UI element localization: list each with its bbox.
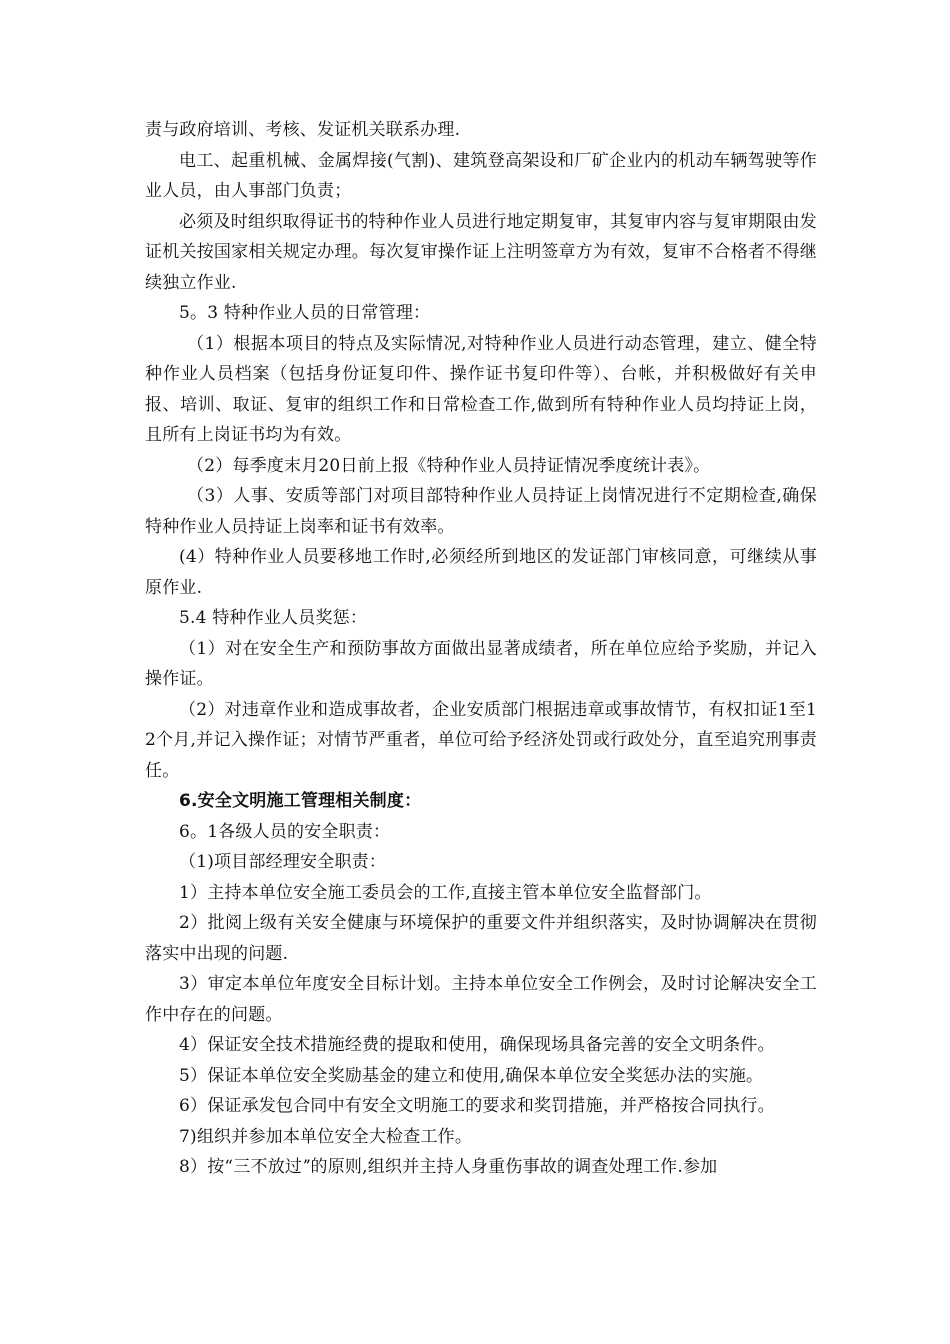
list-item: 8）按“三不放过ˮ的原则,组织并主持人身重伤事故的调查处理工作.参加 xyxy=(179,1157,718,1177)
list-item: （3）人事、安质等部门对项目部特种作业人员持证上岗情况进行不定期检查,确保特种作业人员持证上岗率和证书有效率。 xyxy=(145,486,817,537)
list-item: 1）主持本单位安全施工委员会的工作,直接主管本单位安全监督部门。 xyxy=(179,882,712,903)
list-item: （1）根据本项目的特点及实际情况,对特种作业人员进行动态管理，建立、健全特种作业人员档案（包括身份证复印件、操作证书复印件等）、台帐，并积极做好有关申报、培训、取证、复审的组织工作和日常检查工作,做到所有特种作业人员均持证上岗，且所有上岗证书均为有效。 xyxy=(145,333,817,445)
paragraph: 电工、起重机械、金属焊接(气割)、建筑登高架设和厂矿企业内的机动车辆驾驶等作业人员，由人事部门负责； xyxy=(145,150,817,201)
paragraph: 必须及时组织取得证书的特种作业人员进行地定期复审，其复审内容与复审期限由发证机关按国家相关规定办理。每次复审操作证上注明签章方为有效，复审不合格者不得继续独立作业. xyxy=(145,211,817,293)
list-item: 7)组织并参加本单位安全大检查工作。 xyxy=(179,1126,473,1147)
subsection-heading: （1)项目部经理安全职责： xyxy=(179,852,387,872)
document-body xyxy=(145,115,817,1183)
section-heading-6: 6.安全文明施工管理相关制度： xyxy=(179,791,422,811)
list-item: 6）保证承发包合同中有安全文明施工的要求和奖罚措施，并严格按合同执行。 xyxy=(179,1096,775,1116)
list-item: 5）保证本单位安全奖励基金的建立和使用,确保本单位安全奖惩办法的实施。 xyxy=(179,1065,764,1086)
list-item: (4）特种作业人员要移地工作时,必须经所到地区的发证部门审核同意，可继续从事原作业. xyxy=(145,547,817,598)
list-item: 2）批阅上级有关安全健康与环境保护的重要文件并组织落实，及时协调解决在贯彻落实中出现的问题. xyxy=(145,913,817,964)
list-item: 3）审定本单位年度安全目标计划。主持本单位安全工作例会，及时讨论解决安全工作中存在的问题。 xyxy=(145,974,817,1025)
section-heading-6-1: 6。1各级人员的安全职责： xyxy=(179,821,391,842)
section-heading-5-3: 5。3 特种作业人员的日常管理： xyxy=(179,303,431,323)
section-heading-5-4: 5.4 特种作业人员奖惩： xyxy=(179,608,368,628)
list-item: （1）对在安全生产和预防事故方面做出显著成绩者，所在单位应给予奖励，并记入操作证。 xyxy=(145,638,817,689)
list-item: 4）保证安全技术措施经费的提取和使用，确保现场具备完善的安全文明条件。 xyxy=(179,1035,775,1055)
list-item: （2）对违章作业和造成事故者，企业安质部门根据违章或事故情节，有权扣证1至12个月,并记入操作证；对情节严重者，单位可给予经济处罚或行政处分，直至追究刑事责任。 xyxy=(145,699,817,781)
list-item: （2）每季度末月20日前上报《特种作业人员持证情况季度统计表》。 xyxy=(187,455,711,476)
paragraph: 责与政府培训、考核、发证机关联系办理. xyxy=(145,120,461,140)
